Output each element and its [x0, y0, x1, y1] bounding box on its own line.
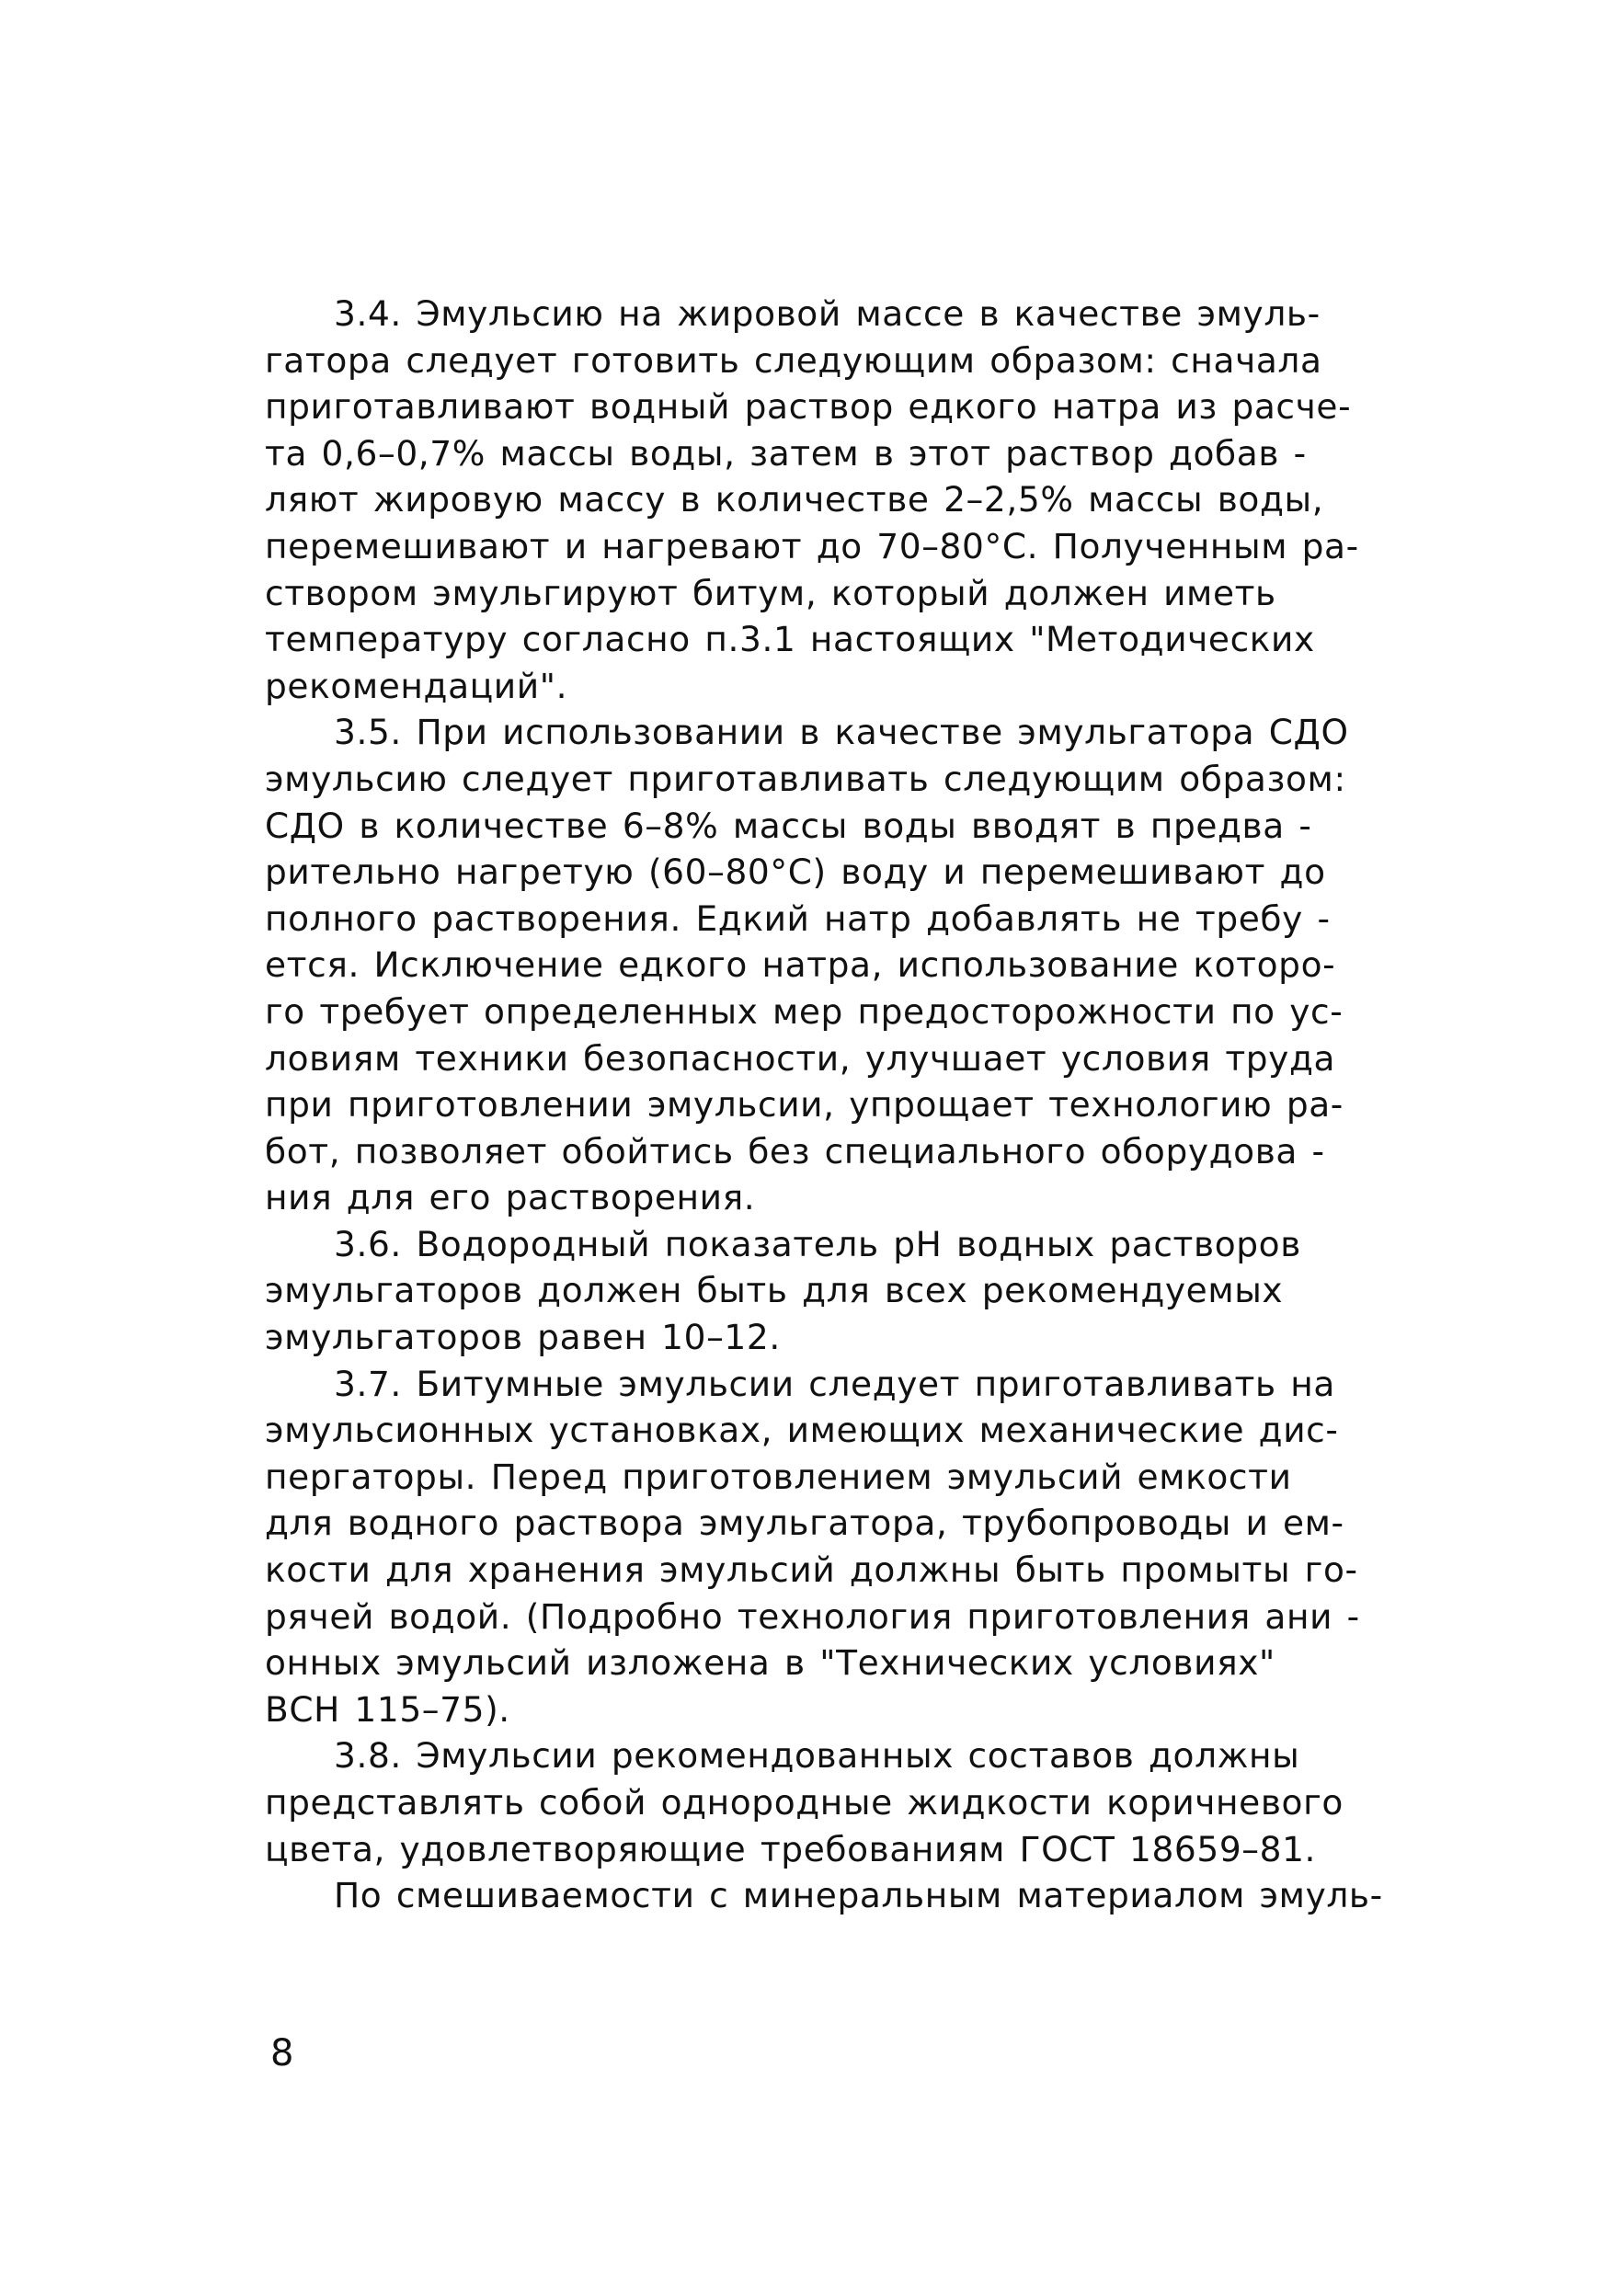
text-line: рительно нагретую (60–80°С) воду и перемешивают до [265, 852, 1326, 893]
text-line: эмульгаторов должен быть для всех рекомендуемых [265, 1270, 1284, 1311]
text-line: ляют жировую массу в количестве 2–2,5% массы воды, [265, 479, 1324, 520]
text-line: эмульсию следует приготавливать следующим образом: [265, 758, 1346, 799]
text-line: ВСН 115–75). [265, 1688, 510, 1730]
text-line: приготавливают водный раствор едкого натра из расче- [265, 386, 1352, 428]
text-line: гатора следует готовить следующим образом: сначала [265, 339, 1322, 381]
text-line: кости для хранения эмульсий должны быть промыты го- [265, 1549, 1358, 1591]
text-line: По смешиваемости с минеральным материалом эмуль- [334, 1875, 1383, 1916]
text-line: пергаторы. Перед приготовлением эмульсий емкости [265, 1456, 1292, 1497]
text-line: эмульсионных установках, имеющих механические дис- [265, 1410, 1339, 1451]
text-line: ния для его растворения. [265, 1177, 756, 1218]
text-line: та 0,6–0,7% массы воды, затем в этот раствор добав - [265, 432, 1307, 474]
text-line: эмульгаторов равен 10–12. [265, 1317, 781, 1358]
text-line: полного растворения. Едкий натр добавлять не требу - [265, 897, 1331, 939]
text-line: цвета, удовлетворяющие требованиям ГОСТ 18659–81. [265, 1828, 1317, 1869]
text-line: рячей водой. (Подробно технология приготовления ани - [265, 1595, 1360, 1637]
text-line: 3.8. Эмульсии рекомендованных составов должны [334, 1735, 1300, 1777]
text-line: температуру согласно п.3.1 настоящих "Методических [265, 619, 1315, 660]
body-text [265, 291, 1460, 1919]
text-line: рекомендаций". [265, 665, 568, 706]
text-line: ется. Исключение едкого натра, использование которо- [265, 944, 1336, 986]
text-line: 3.7. Битумные эмульсии следует приготавливать на [334, 1363, 1335, 1404]
text-line: представлять собой однородные жидкости коричневого [265, 1782, 1344, 1823]
text-line: ловиям техники безопасности, улучшает условия труда [265, 1037, 1336, 1079]
text-line: 3.5. При использовании в качестве эмульгатора СДО [334, 712, 1349, 753]
text-line: перемешивают и нагревают до 70–80°С. Полученным ра- [265, 525, 1359, 566]
text-line: 3.4. Эмульсию на жировой массе в качестве эмуль- [334, 293, 1321, 334]
text-line: при приготовлении эмульсии, упрощает технологию ра- [265, 1084, 1344, 1126]
page-number: 8 [270, 2032, 294, 2075]
text-line: бот, позволяет обойтись без специального оборудова - [265, 1130, 1325, 1172]
text-line: СДО в количестве 6–8% массы воды вводят в предва - [265, 805, 1312, 846]
text-line: для водного раствора эмульгатора, трубопроводы и ем- [265, 1503, 1344, 1544]
text-line: го требует определенных мер предосторожности по ус- [265, 990, 1344, 1032]
text-line: створом эмульгируют битум, который должен иметь [265, 572, 1276, 613]
text-line: онных эмульсий изложена в "Технических условиях" [265, 1642, 1275, 1684]
text-line: 3.6. Водородный показатель pH водных растворов [334, 1223, 1301, 1264]
